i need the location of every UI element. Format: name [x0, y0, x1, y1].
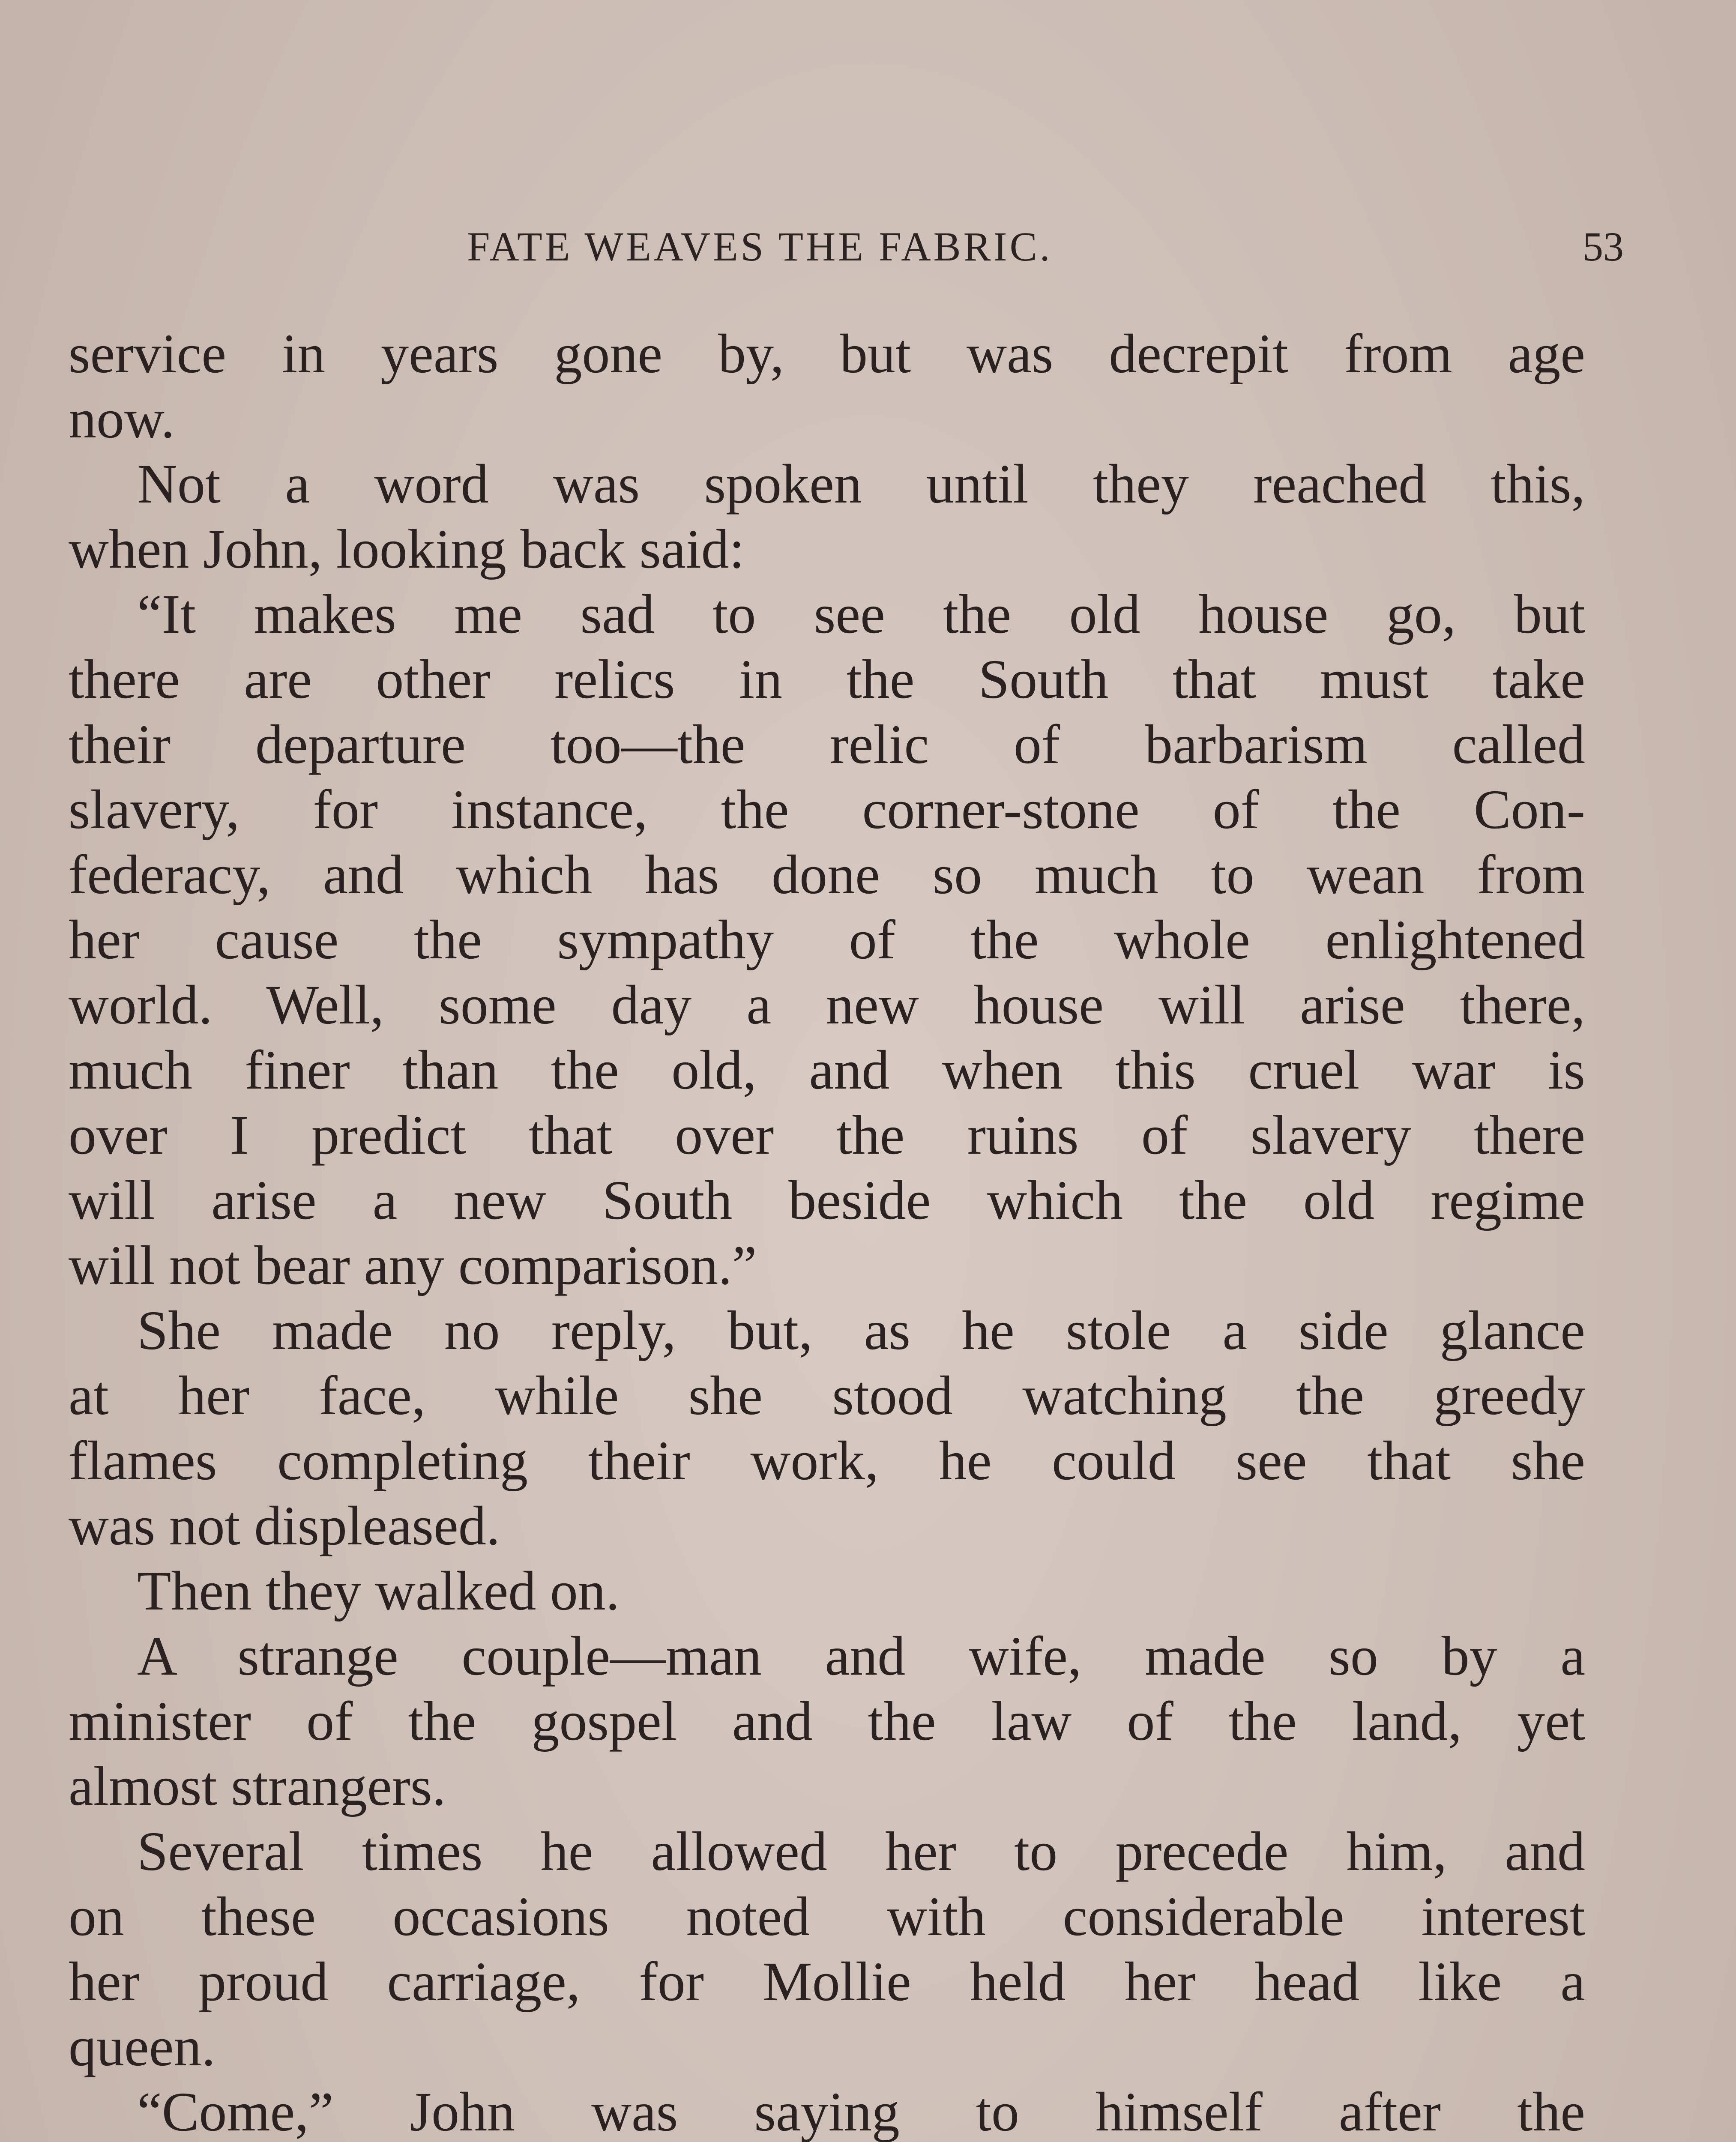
paragraph-first-line: Then they walked on.	[137, 1560, 620, 1622]
text-line: service in years gone by, but was decrepit from age	[69, 323, 1585, 385]
text-line: will arise a new South beside which the old regime	[69, 1170, 1585, 1231]
text-line: federacy, and which has done so much to wean from	[69, 844, 1585, 906]
running-title: FATE WEAVES THE FABRIC.	[467, 224, 1053, 269]
text-line: her proud carriage, for Mollie held her head like a	[69, 1951, 1585, 2013]
paragraph-first-line: “Come,” John was saying to himself after the	[137, 2081, 1585, 2142]
text-line: over I predict that over the ruins of slavery there	[69, 1104, 1585, 1166]
text-line: was not displeased.	[69, 1495, 500, 1557]
body-text	[69, 321, 1585, 2142]
text-line: slavery, for instance, the corner-stone of the Con-	[69, 779, 1585, 841]
paragraph-first-line: Several times he allowed her to precede him, and	[137, 1821, 1585, 1882]
text-line: their departure too—the relic of barbarism called	[69, 714, 1585, 775]
text-line: on these occasions noted with considerable interest	[69, 1886, 1585, 1948]
text-line: there are other relics in the South that must take	[69, 649, 1585, 710]
text-line: when John, looking back said:	[69, 518, 745, 580]
page-number: 53	[1583, 224, 1624, 269]
text-line: world. Well, some day a new house will arise there,	[69, 974, 1585, 1036]
text-line: now.	[69, 388, 175, 450]
paragraph-first-line: She made no reply, but, as he stole a side glance	[137, 1300, 1585, 1361]
text-line: will not bear any comparison.”	[69, 1235, 757, 1296]
text-line: her cause the sympathy of the whole enlightened	[69, 909, 1585, 971]
text-line: much finer than the old, and when this cruel war is	[69, 1039, 1585, 1101]
text-line: minister of the gospel and the law of the land, yet	[69, 1690, 1585, 1752]
text-line: queen.	[69, 2016, 216, 2078]
paragraph-first-line: Not a word was spoken until they reached this,	[137, 453, 1585, 515]
text-line: at her face, while she stood watching the greedy	[69, 1365, 1585, 1427]
text-line: flames completing their work, he could see that she	[69, 1430, 1585, 1492]
paragraph-first-line: A strange couple—man and wife, made so by a	[137, 1625, 1585, 1687]
text-line: almost strangers.	[69, 1756, 446, 1817]
paragraph-first-line: “It makes me sad to see the old house go, but	[137, 583, 1585, 645]
running-head	[467, 223, 1624, 283]
